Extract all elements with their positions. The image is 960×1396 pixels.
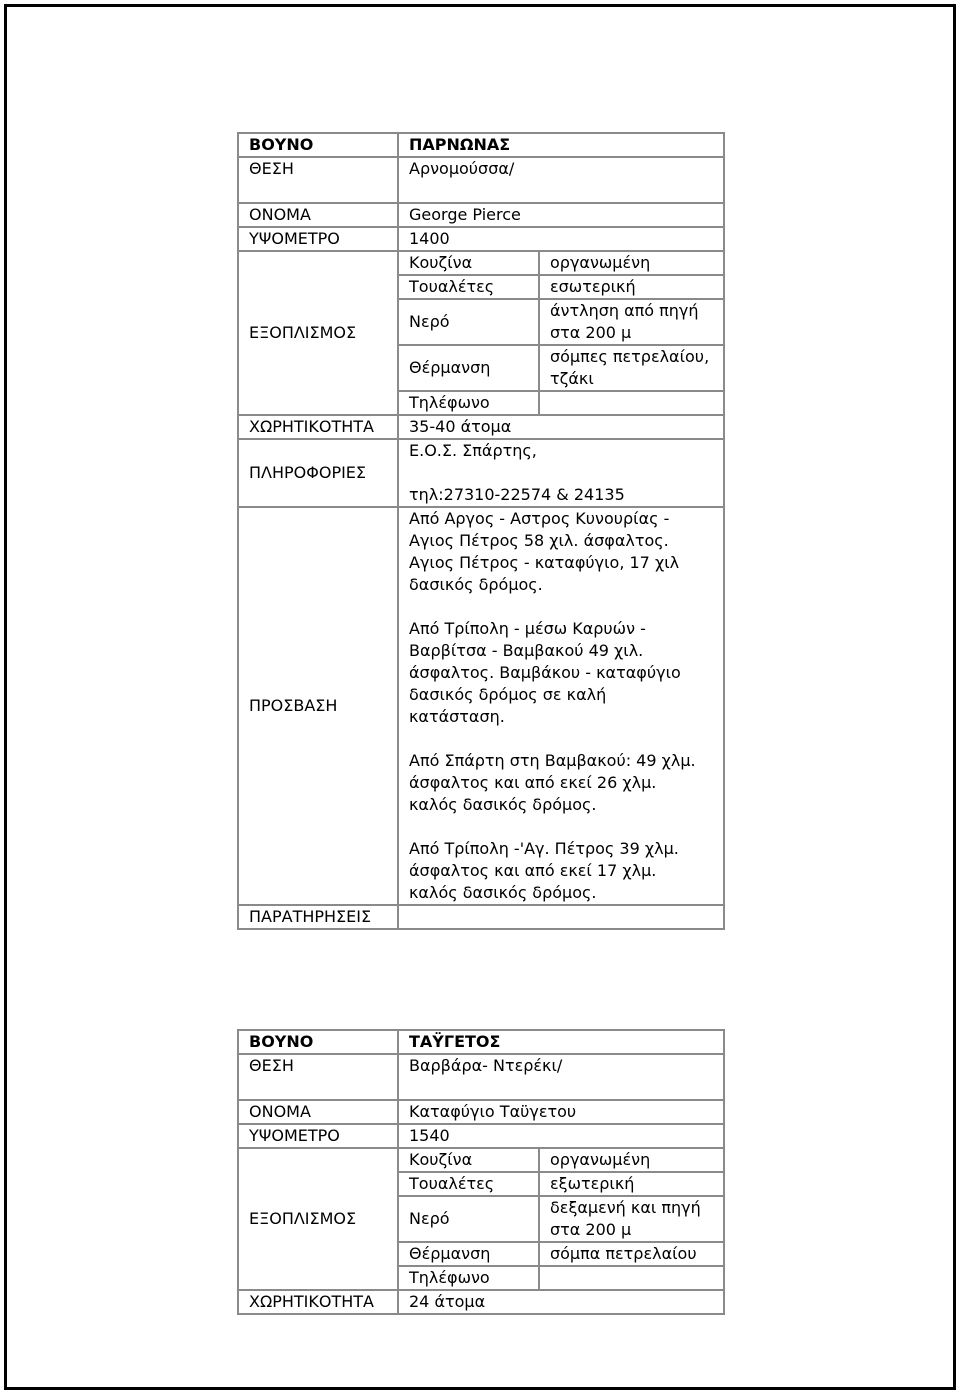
table-row [238,439,724,507]
table-row [238,905,724,929]
mountain-value: ΤΑΫΓΕΤΟΣ [398,1030,724,1054]
table-row [238,507,724,905]
equipment-label: ΕΞΟΠΛΙΣΜΟΣ [238,251,398,415]
access-paragraph: Από Σπάρτη στη Βαμβακού: 49 χλμ. άσφαλτος και από εκεί 26 χλμ. καλός δασικός δρόμος. [409,751,696,814]
position-value: Βαρβάρα- Ντερέκι/ [398,1054,724,1100]
hut-table-parnonas [237,132,725,930]
equipment-item: Τηλέφωνο [398,391,539,415]
equipment-item: Τουαλέτες [398,1172,539,1196]
equipment-item: Θέρμανση [398,345,539,391]
table-row [238,1100,724,1124]
equipment-value: σόμπες πετρελαίου, τζάκι [539,345,724,391]
name-value: George Pierce [398,203,724,227]
altitude-label: ΥΨΟΜΕΤΡΟ [238,227,398,251]
equipment-value [539,1266,724,1290]
table-row [238,227,724,251]
table-row [238,203,724,227]
access-label: ΠΡΟΣΒΑΣΗ [238,507,398,905]
access-value [398,507,724,905]
equipment-value [539,391,724,415]
capacity-label: ΧΩΡΗΤΙΚΟΤΗΤΑ [238,415,398,439]
table-row [238,133,724,157]
name-value: Καταφύγιο Ταϋγετου [398,1100,724,1124]
equipment-value: εσωτερική [539,275,724,299]
table-row [238,1290,724,1314]
equipment-value: οργανωμένη [539,1148,724,1172]
remarks-label: ΠΑΡΑΤΗΡΗΣΕΙΣ [238,905,398,929]
hut-table-taygetos [237,1029,725,1315]
mountain-label: ΒΟΥΝΟ [238,133,398,157]
altitude-value: 1540 [398,1124,724,1148]
equipment-label: ΕΞΟΠΛΙΣΜΟΣ [238,1148,398,1290]
equipment-item: Νερό [398,1196,539,1242]
info-label: ΠΛΗΡΟΦΟΡΙΕΣ [238,439,398,507]
equipment-value: οργανωμένη [539,251,724,275]
equipment-item: Νερό [398,299,539,345]
info-line: τηλ:27310-22574 & 24135 [409,485,625,504]
equipment-item: Τουαλέτες [398,275,539,299]
access-paragraph: Από Αργος - Αστρος Κυνουρίας - Αγιος Πέτρος 58 χιλ. άσφαλτος. Αγιος Πέτρος - καταφύγιο, 17 χιλ δασικός δρόμος. [409,509,680,594]
info-value [398,439,724,507]
name-label: ΟΝΟΜΑ [238,203,398,227]
equipment-value: δεξαμενή και πηγή στα 200 μ [539,1196,724,1242]
info-line: Ε.Ο.Σ. Σπάρτης, [409,441,537,460]
position-label: ΘΕΣΗ [238,157,398,203]
access-paragraph: Από Τρίπολη - μέσω Καρυών - Βαρβίτσα - Βαμβακού 49 χιλ. άσφαλτος. Βαμβάκου - καταφύγιο δασικός δρόμος σε καλή κατάσταση. [409,619,681,726]
altitude-label: ΥΨΟΜΕΤΡΟ [238,1124,398,1148]
equipment-item: Τηλέφωνο [398,1266,539,1290]
table-row [238,1030,724,1054]
remarks-value [398,905,724,929]
table-row [238,415,724,439]
table-row [238,1054,724,1100]
equipment-item: Κουζίνα [398,1148,539,1172]
position-value: Αρνομούσσα/ [398,157,724,203]
equipment-item: Θέρμανση [398,1242,539,1266]
mountain-value: ΠΑΡΝΩΝΑΣ [398,133,724,157]
equipment-item: Κουζίνα [398,251,539,275]
equipment-value: άντληση από πηγή στα 200 μ [539,299,724,345]
table-row [238,251,724,275]
name-label: ΟΝΟΜΑ [238,1100,398,1124]
equipment-value: εξωτερική [539,1172,724,1196]
capacity-value: 24 άτομα [398,1290,724,1314]
capacity-value: 35-40 άτομα [398,415,724,439]
table-row [238,157,724,203]
capacity-label: ΧΩΡΗΤΙΚΟΤΗΤΑ [238,1290,398,1314]
position-label: ΘΕΣΗ [238,1054,398,1100]
equipment-value: σόμπα πετρελαίου [539,1242,724,1266]
table-row [238,1148,724,1172]
table-row [238,1124,724,1148]
access-paragraph: Από Τρίπολη -'Αγ. Πέτρος 39 χλμ. άσφαλτος και από εκεί 17 χλμ. καλός δασικός δρόμος. [409,839,679,902]
mountain-label: ΒΟΥΝΟ [238,1030,398,1054]
altitude-value: 1400 [398,227,724,251]
